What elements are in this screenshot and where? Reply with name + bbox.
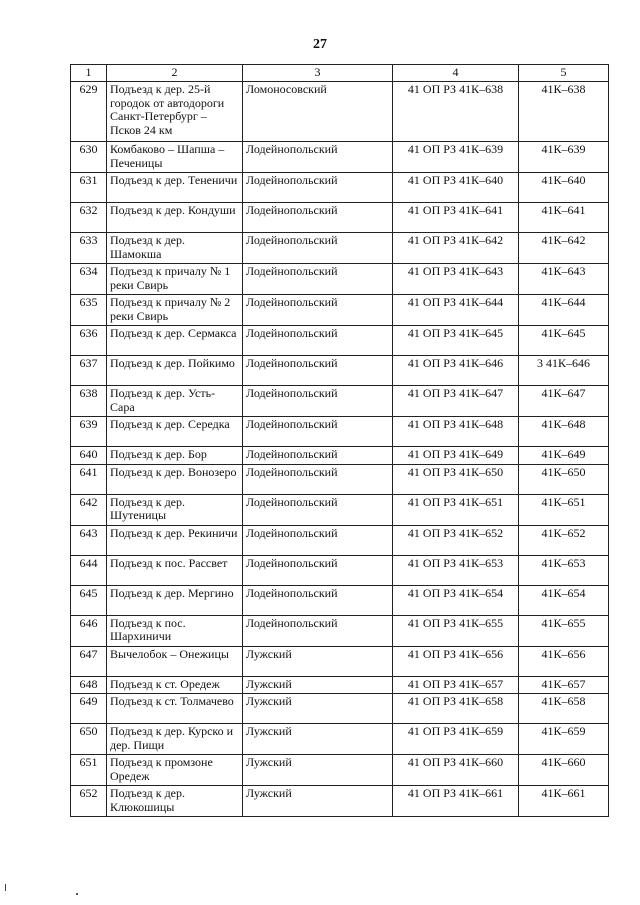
- road-id-cell: 41 ОП РЗ 41К–659: [393, 724, 519, 755]
- road-name-cell: Подъезд к пос. Шархиничи: [107, 615, 243, 646]
- row-number-cell: 650: [71, 724, 107, 755]
- row-number-cell: 652: [71, 786, 107, 817]
- table-row: [71, 233, 609, 264]
- road-name-cell: Подъезд к ст. Толмачево: [107, 694, 243, 724]
- road-short-code-cell: 41К–638: [519, 82, 609, 142]
- road-name-cell: Подъезд к пос. Рассвет: [107, 555, 243, 585]
- row-number-cell: 631: [71, 173, 107, 203]
- road-short-code-cell: 41К–658: [519, 694, 609, 724]
- road-short-code-cell: 41К–652: [519, 525, 609, 555]
- road-id-cell: 41 ОП РЗ 41К–644: [393, 295, 519, 326]
- road-name-cell: Подъезд к дер. Мергино: [107, 585, 243, 615]
- road-name-cell: Подъезд к дер. Клюкошицы: [107, 786, 243, 817]
- table-row: [71, 694, 609, 724]
- road-short-code-cell: 41К–649: [519, 447, 609, 465]
- table-row: [71, 386, 609, 417]
- row-number-cell: 636: [71, 326, 107, 356]
- road-id-cell: 41 ОП РЗ 41К–652: [393, 525, 519, 555]
- column-header-3: 3: [243, 65, 393, 82]
- table-row: [71, 525, 609, 555]
- table-row: [71, 494, 609, 525]
- road-name-cell: Подъезд к дер. Кондуши: [107, 203, 243, 233]
- road-short-code-cell: 41К–641: [519, 203, 609, 233]
- row-number-cell: 640: [71, 447, 107, 465]
- district-cell: Лодейнопольский: [243, 142, 393, 173]
- road-id-cell: 41 ОП РЗ 41К–641: [393, 203, 519, 233]
- scan-mark: [5, 884, 6, 891]
- row-number-cell: 647: [71, 646, 107, 676]
- district-cell: Лужский: [243, 755, 393, 786]
- road-id-cell: 41 ОП РЗ 41К–655: [393, 615, 519, 646]
- road-name-cell: Подъезд к дер. Шутеницы: [107, 494, 243, 525]
- road-id-cell: 41 ОП РЗ 41К–647: [393, 386, 519, 417]
- road-name-cell: Подъезд к дер. Сермакса: [107, 326, 243, 356]
- road-name-cell: Подъезд к причалу № 1 реки Свирь: [107, 264, 243, 295]
- road-id-cell: 41 ОП РЗ 41К–643: [393, 264, 519, 295]
- row-number-cell: 634: [71, 264, 107, 295]
- road-name-cell: Подъезд к дер. Рекиничи: [107, 525, 243, 555]
- district-cell: Лодейнопольский: [243, 173, 393, 203]
- road-short-code-cell: 41К–640: [519, 173, 609, 203]
- road-short-code-cell: 41К–654: [519, 585, 609, 615]
- table-row: [71, 326, 609, 356]
- road-id-cell: 41 ОП РЗ 41К–657: [393, 676, 519, 694]
- table-header-row: [71, 65, 609, 82]
- table-row: [71, 356, 609, 386]
- district-cell: Лужский: [243, 786, 393, 817]
- district-cell: Лужский: [243, 676, 393, 694]
- column-header-5: 5: [519, 65, 609, 82]
- road-id-cell: 41 ОП РЗ 41К–645: [393, 326, 519, 356]
- table-row: [71, 676, 609, 694]
- road-id-cell: 41 ОП РЗ 41К–646: [393, 356, 519, 386]
- road-id-cell: 41 ОП РЗ 41К–661: [393, 786, 519, 817]
- road-name-cell: Подъезд к дер. Усть-Сара: [107, 386, 243, 417]
- road-name-cell: Подъезд к промзоне Оредеж: [107, 755, 243, 786]
- column-header-4: 4: [393, 65, 519, 82]
- table-row: [71, 447, 609, 465]
- road-short-code-cell: 41К–643: [519, 264, 609, 295]
- district-cell: Лодейнопольский: [243, 585, 393, 615]
- row-number-cell: 648: [71, 676, 107, 694]
- road-name-cell: Подъезд к причалу № 2 реки Свирь: [107, 295, 243, 326]
- table-row: [71, 786, 609, 817]
- road-id-cell: 41 ОП РЗ 41К–651: [393, 494, 519, 525]
- road-id-cell: 41 ОП РЗ 41К–653: [393, 555, 519, 585]
- road-short-code-cell: 41К–661: [519, 786, 609, 817]
- road-short-code-cell: 41К–648: [519, 417, 609, 447]
- row-number-cell: 642: [71, 494, 107, 525]
- road-name-cell: Подъезд к дер. Середка: [107, 417, 243, 447]
- table-row: [71, 646, 609, 676]
- table-row: [71, 203, 609, 233]
- road-short-code-cell: 41К–656: [519, 646, 609, 676]
- table-row: [71, 464, 609, 494]
- road-short-code-cell: 41К–659: [519, 724, 609, 755]
- road-id-cell: 41 ОП РЗ 41К–638: [393, 82, 519, 142]
- road-short-code-cell: 41К–651: [519, 494, 609, 525]
- row-number-cell: 649: [71, 694, 107, 724]
- road-short-code-cell: 41К–653: [519, 555, 609, 585]
- road-short-code-cell: 41К–642: [519, 233, 609, 264]
- district-cell: Лодейнопольский: [243, 356, 393, 386]
- table-row: [71, 173, 609, 203]
- roads-table: [70, 64, 609, 817]
- district-cell: Лодейнопольский: [243, 264, 393, 295]
- road-name-cell: Подъезд к дер. Бор: [107, 447, 243, 465]
- road-short-code-cell: 41К–660: [519, 755, 609, 786]
- table-row: [71, 142, 609, 173]
- row-number-cell: 635: [71, 295, 107, 326]
- table-row: [71, 585, 609, 615]
- table-row: [71, 755, 609, 786]
- row-number-cell: 646: [71, 615, 107, 646]
- road-id-cell: 41 ОП РЗ 41К–649: [393, 447, 519, 465]
- roads-table-body: [71, 65, 609, 817]
- road-id-cell: 41 ОП РЗ 41К–650: [393, 464, 519, 494]
- row-number-cell: 645: [71, 585, 107, 615]
- road-id-cell: 41 ОП РЗ 41К–660: [393, 755, 519, 786]
- road-name-cell: Подъезд к ст. Оредеж: [107, 676, 243, 694]
- district-cell: Лодейнопольский: [243, 447, 393, 465]
- table-row: [71, 417, 609, 447]
- road-id-cell: 41 ОП РЗ 41К–654: [393, 585, 519, 615]
- road-name-cell: Подъезд к дер. 25-й городок от автодороги Санкт-Петербург – Псков 24 км: [107, 82, 243, 142]
- row-number-cell: 632: [71, 203, 107, 233]
- road-id-cell: 41 ОП РЗ 41К–639: [393, 142, 519, 173]
- scan-mark: [76, 893, 78, 895]
- row-number-cell: 643: [71, 525, 107, 555]
- road-name-cell: Подъезд к дер. Вонозеро: [107, 464, 243, 494]
- district-cell: Лодейнопольский: [243, 615, 393, 646]
- district-cell: Лодейнопольский: [243, 525, 393, 555]
- column-header-1: 1: [71, 65, 107, 82]
- district-cell: Лодейнопольский: [243, 417, 393, 447]
- row-number-cell: 629: [71, 82, 107, 142]
- table-row: [71, 615, 609, 646]
- table-row: [71, 264, 609, 295]
- district-cell: Лодейнопольский: [243, 326, 393, 356]
- district-cell: Лодейнопольский: [243, 386, 393, 417]
- table-row: [71, 295, 609, 326]
- road-short-code-cell: 3 41К–646: [519, 356, 609, 386]
- road-name-cell: Подъезд к дер. Шамокша: [107, 233, 243, 264]
- district-cell: Лужский: [243, 694, 393, 724]
- district-cell: Лодейнопольский: [243, 464, 393, 494]
- road-id-cell: 41 ОП РЗ 41К–656: [393, 646, 519, 676]
- road-name-cell: Комбаково – Шапша – Печеницы: [107, 142, 243, 173]
- row-number-cell: 637: [71, 356, 107, 386]
- row-number-cell: 630: [71, 142, 107, 173]
- road-short-code-cell: 41К–645: [519, 326, 609, 356]
- row-number-cell: 639: [71, 417, 107, 447]
- table-row: [71, 724, 609, 755]
- road-id-cell: 41 ОП РЗ 41К–640: [393, 173, 519, 203]
- road-id-cell: 41 ОП РЗ 41К–658: [393, 694, 519, 724]
- district-cell: Ломоносовский: [243, 82, 393, 142]
- road-name-cell: Подъезд к дер. Курско и дер. Пищи: [107, 724, 243, 755]
- district-cell: Лодейнопольский: [243, 233, 393, 264]
- row-number-cell: 651: [71, 755, 107, 786]
- row-number-cell: 638: [71, 386, 107, 417]
- row-number-cell: 633: [71, 233, 107, 264]
- district-cell: Лодейнопольский: [243, 494, 393, 525]
- road-id-cell: 41 ОП РЗ 41К–642: [393, 233, 519, 264]
- road-short-code-cell: 41К–657: [519, 676, 609, 694]
- road-short-code-cell: 41К–650: [519, 464, 609, 494]
- page-number: 27: [313, 37, 327, 52]
- road-short-code-cell: 41К–647: [519, 386, 609, 417]
- table-row: [71, 555, 609, 585]
- district-cell: Лодейнопольский: [243, 555, 393, 585]
- table-row: [71, 82, 609, 142]
- road-id-cell: 41 ОП РЗ 41К–648: [393, 417, 519, 447]
- row-number-cell: 644: [71, 555, 107, 585]
- road-short-code-cell: 41К–639: [519, 142, 609, 173]
- road-short-code-cell: 41К–644: [519, 295, 609, 326]
- road-name-cell: Вычелобок – Онежицы: [107, 646, 243, 676]
- district-cell: Лодейнопольский: [243, 295, 393, 326]
- row-number-cell: 641: [71, 464, 107, 494]
- road-short-code-cell: 41К–655: [519, 615, 609, 646]
- district-cell: Лодейнопольский: [243, 203, 393, 233]
- road-name-cell: Подъезд к дер. Пойкимо: [107, 356, 243, 386]
- district-cell: Лужский: [243, 646, 393, 676]
- column-header-2: 2: [107, 65, 243, 82]
- district-cell: Лужский: [243, 724, 393, 755]
- road-name-cell: Подъезд к дер. Тененичи: [107, 173, 243, 203]
